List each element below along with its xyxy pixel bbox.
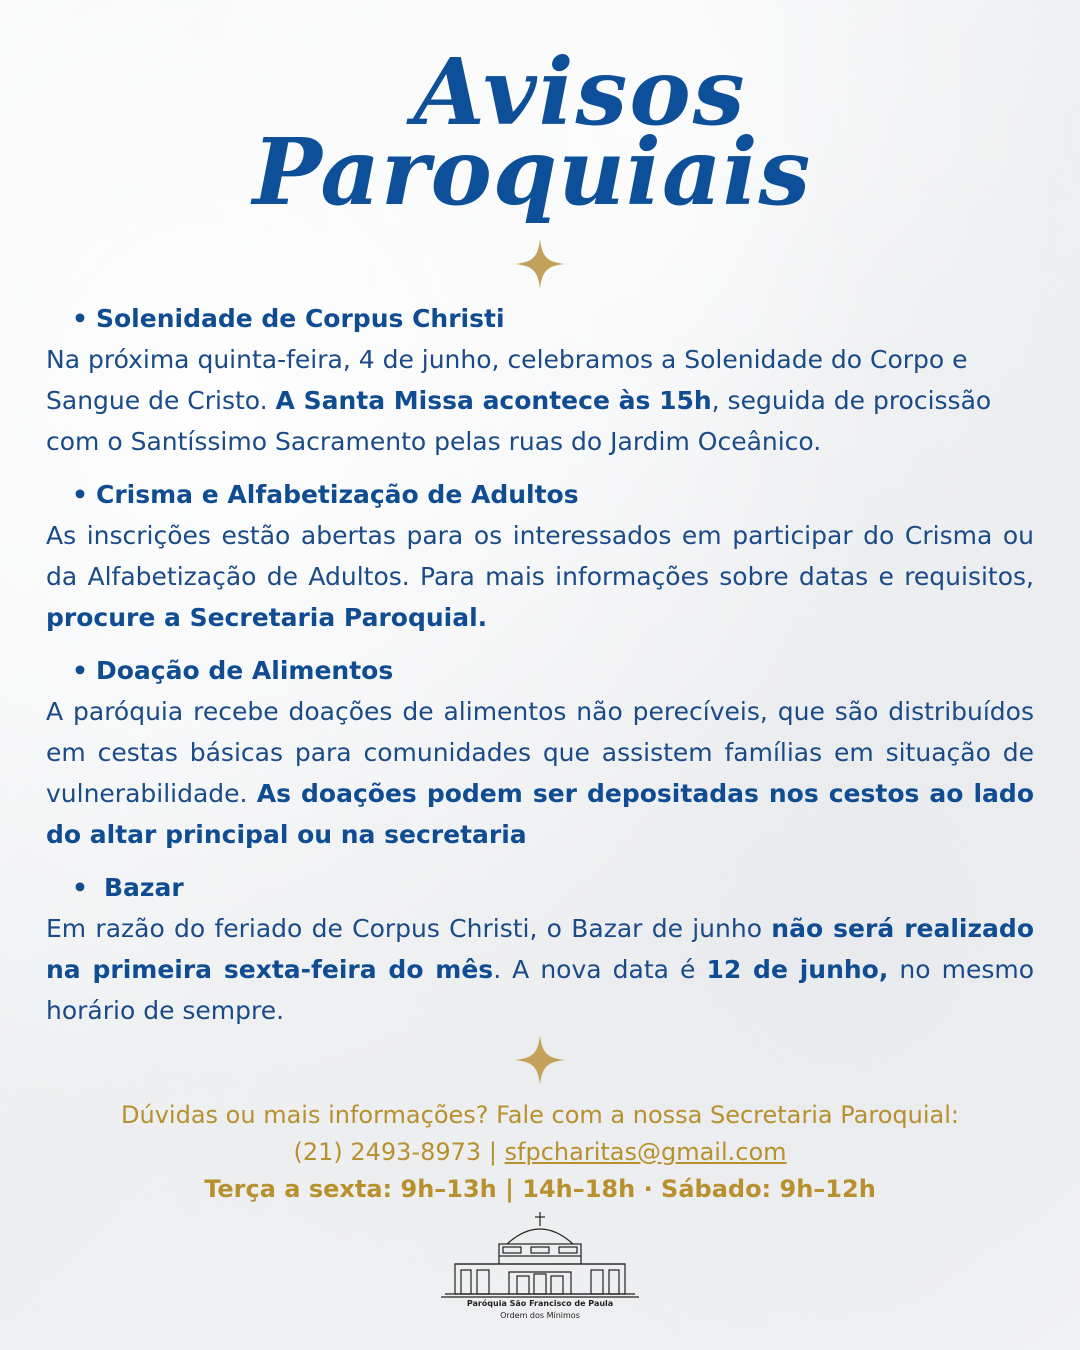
announcements-list bbox=[46, 298, 1034, 1043]
body-bold-text: As doações podem ser depositadas nos cestos ao lado do altar principal ou na secretaria bbox=[46, 779, 1034, 849]
announcement-crisma bbox=[46, 474, 1034, 638]
bullet-icon: • bbox=[72, 480, 88, 509]
bullet-icon: • bbox=[72, 304, 88, 333]
announcement-heading bbox=[46, 867, 1034, 908]
page-title-line2: Paroquiais bbox=[252, 118, 812, 226]
body-text: Em razão do feriado de Corpus Christi, o Bazar de junho bbox=[46, 914, 772, 943]
announcement-corpus-christi bbox=[46, 298, 1034, 462]
announcement-bazar bbox=[46, 867, 1034, 1031]
email-link[interactable]: sfpcharitas@gmail.com bbox=[504, 1138, 787, 1166]
office-hours: Terça a sexta: 9h–13h | 14h–18h · Sábado: 9h–12h bbox=[204, 1175, 876, 1203]
body-text: Na próxima quinta-feira, 4 de junho, celebramos a Solenidade do Corpo e Sangue de Cristo. bbox=[46, 345, 968, 415]
body-text: no mesmo horário de sempre. bbox=[46, 955, 1035, 1025]
bullet-icon: • bbox=[72, 656, 88, 685]
announcement-body bbox=[46, 339, 1034, 462]
sparkle-star-icon bbox=[513, 1033, 567, 1087]
announcement-heading-text: Crisma e Alfabetização de Adultos bbox=[96, 480, 579, 509]
body-bold-text: 12 de junho, bbox=[706, 955, 889, 984]
body-bold-text: não será realizado na primeira sexta-feira do mês bbox=[46, 914, 1034, 984]
announcement-heading-text: Solenidade de Corpus Christi bbox=[96, 304, 505, 333]
phone-number[interactable]: (21) 2493-8973 bbox=[293, 1138, 482, 1166]
body-bold-text: procure a Secretaria Paroquial. bbox=[46, 603, 488, 632]
contact-separator: | bbox=[481, 1138, 505, 1166]
body-text: , seguida de procissão com o Santíssimo Sacramento pelas ruas do Jardim Oceânico. bbox=[46, 386, 992, 456]
body-text: A paróquia recebe doações de alimentos não perecíveis, que são distribuídos em cestas básicas para comunidades que assistem famílias em situação de vulnerabilidade. bbox=[46, 697, 1034, 808]
parish-name bbox=[0, 1298, 1080, 1322]
bullet-icon: • bbox=[72, 873, 88, 902]
contact-line: Dúvidas ou mais informações? Fale com a nossa Secretaria Paroquial: bbox=[121, 1101, 959, 1129]
parish-name-text: Paróquia São Francisco de Paula bbox=[466, 1299, 614, 1308]
sparkle-star-icon bbox=[513, 237, 567, 291]
order-name-text: Ordem dos Mínimos bbox=[500, 1311, 580, 1320]
body-bold-text: A Santa Missa acontece às 15h bbox=[275, 386, 712, 415]
announcement-body bbox=[46, 691, 1034, 855]
body-text: . A nova data é bbox=[493, 955, 707, 984]
announcement-heading-text: Bazar bbox=[104, 873, 184, 902]
contact-footer bbox=[0, 1097, 1080, 1208]
announcement-heading-text: Doação de Alimentos bbox=[96, 656, 394, 685]
body-text: As inscrições estão abertas para os interessados em participar do Crisma ou da Alfabetização de Adultos. Para mais informações sobre datas e requisitos, bbox=[46, 521, 1034, 591]
announcement-heading bbox=[46, 650, 1034, 691]
announcement-doacao bbox=[46, 650, 1034, 855]
announcement-heading bbox=[46, 298, 1034, 339]
contact-details bbox=[0, 1134, 1080, 1171]
page-title-line1: Avisos bbox=[413, 38, 747, 146]
announcement-body bbox=[46, 908, 1034, 1031]
announcement-heading bbox=[46, 474, 1034, 515]
announcement-body bbox=[46, 515, 1034, 638]
